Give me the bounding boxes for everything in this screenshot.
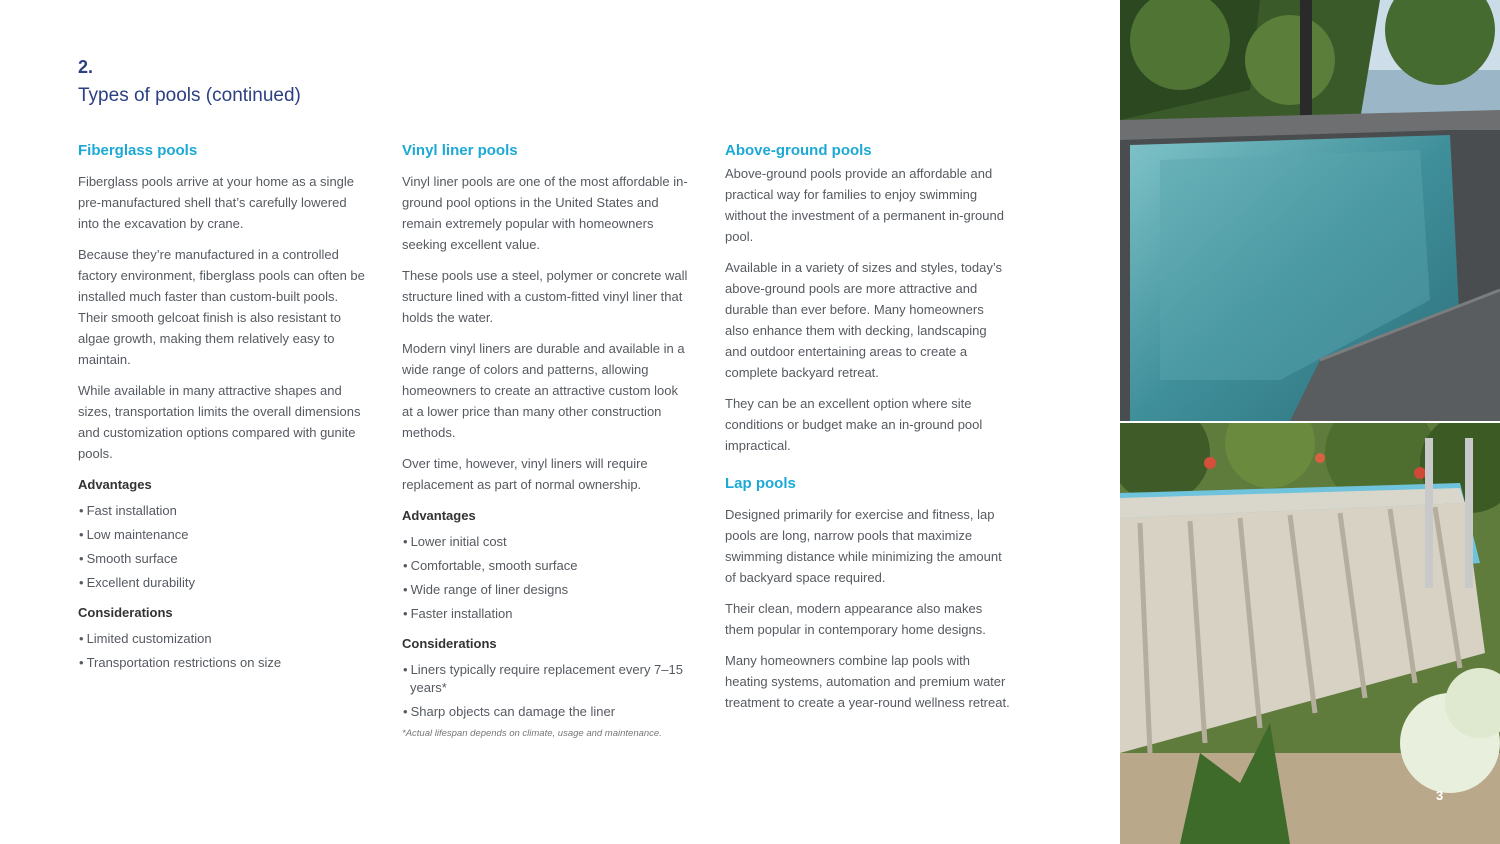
page-number: 3 bbox=[1436, 788, 1444, 803]
section-number: 2. bbox=[78, 57, 94, 77]
list-item: • Transportation restrictions on size bbox=[78, 654, 368, 672]
vinyl-paragraph: Over time, however, vinyl liners will require replacement as part of normal ownership. bbox=[402, 456, 648, 492]
fiberglass-heading: Fiberglass pools bbox=[78, 142, 198, 159]
vinyl-advantages-list bbox=[402, 533, 692, 623]
vinyl-paragraph: Modern vinyl liners are durable and available in a wide range of colors and patterns, allowing homeowners to create an attractive custom look at a lower price than many other construction methods. bbox=[402, 341, 685, 440]
vinyl-paragraph: These pools use a steel, polymer or concrete wall structure lined with a custom-fitted vinyl liner that holds the water. bbox=[402, 268, 688, 325]
list-item: • Low maintenance bbox=[78, 526, 368, 544]
above-ground-paragraph: Available in a variety of sizes and styles, today’s above-ground pools are more attractive and durable than ever before. Many homeowners also enhance them with decking, landscaping and outdoor entertaining areas to create a complete backyard retreat. bbox=[725, 260, 1002, 380]
above-ground-paragraph: They can be an excellent option where site conditions or budget make an in-ground pool impractical. bbox=[725, 396, 983, 453]
vinyl-heading: Vinyl liner pools bbox=[402, 142, 518, 159]
fiberglass-column bbox=[78, 141, 368, 678]
list-item: • Liners typically require replacement every 7–15 years* bbox=[402, 661, 692, 697]
fiberglass-paragraph: While available in many attractive shapes and sizes, transportation limits the overall dimensions and customization options compared with gunite pools. bbox=[78, 383, 361, 461]
list-item: • Excellent durability bbox=[78, 574, 368, 592]
above-ground-lap-column bbox=[725, 141, 1010, 723]
list-item: • Sharp objects can damage the liner bbox=[402, 703, 692, 721]
list-item: • Faster installation bbox=[402, 605, 692, 623]
fiberglass-advantages-heading: Advantages bbox=[78, 477, 152, 492]
list-item: • Smooth surface bbox=[78, 550, 368, 568]
above-ground-paragraph: Above-ground pools provide an affordable and practical way for families to enjoy swimming without the investment of a permanent in-ground pool. bbox=[725, 166, 1004, 244]
lap-paragraph: Designed primarily for exercise and fitness, lap pools are long, narrow pools that maximize swimming distance while minimizing the amount of backyard space required. bbox=[725, 507, 1002, 585]
infinity-pool-photo bbox=[1120, 0, 1500, 421]
lap-paragraph: Their clean, modern appearance also makes them popular in contemporary home designs. bbox=[725, 601, 986, 637]
section-header bbox=[78, 56, 301, 108]
list-item: • Wide range of liner designs bbox=[402, 581, 692, 599]
vinyl-paragraph: Vinyl liner pools are one of the most affordable in-ground pool options in the United States and remain extremely popular with homeowners seeking excellent value. bbox=[402, 174, 688, 252]
list-item: • Comfortable, smooth surface bbox=[402, 557, 692, 575]
fiberglass-considerations-heading: Considerations bbox=[78, 605, 173, 620]
fiberglass-considerations-list bbox=[78, 630, 368, 672]
list-item: • Lower initial cost bbox=[402, 533, 692, 551]
lap-heading: Lap pools bbox=[725, 475, 796, 492]
fiberglass-advantages-list bbox=[78, 502, 368, 592]
list-item: • Limited customization bbox=[78, 630, 368, 648]
vinyl-advantages-heading: Advantages bbox=[402, 508, 476, 523]
list-item: • Fast installation bbox=[78, 502, 368, 520]
fiberglass-paragraph: Fiberglass pools arrive at your home as a single pre-manufactured shell that’s carefully lowered into the excavation by crane. bbox=[78, 174, 355, 231]
vinyl-footnote: *Actual lifespan depends on climate, usage and maintenance. bbox=[402, 728, 662, 739]
above-ground-pool-photo bbox=[1120, 423, 1500, 844]
lap-paragraph: Many homeowners combine lap pools with heating systems, automation and premium water treatment to create a year-round wellness retreat. bbox=[725, 653, 1010, 710]
fiberglass-paragraph: Because they’re manufactured in a controlled factory environment, fiberglass pools can often be installed much faster than custom-built pools. Their smooth gelcoat finish is also resistant to algae growth, making them relatively easy to maintain. bbox=[78, 247, 365, 367]
above-ground-heading: Above-ground pools bbox=[725, 142, 872, 159]
page-title: Types of pools (continued) bbox=[78, 85, 301, 106]
vinyl-considerations-heading: Considerations bbox=[402, 636, 497, 651]
vinyl-considerations-list bbox=[402, 661, 692, 721]
vinyl-column bbox=[402, 141, 692, 741]
